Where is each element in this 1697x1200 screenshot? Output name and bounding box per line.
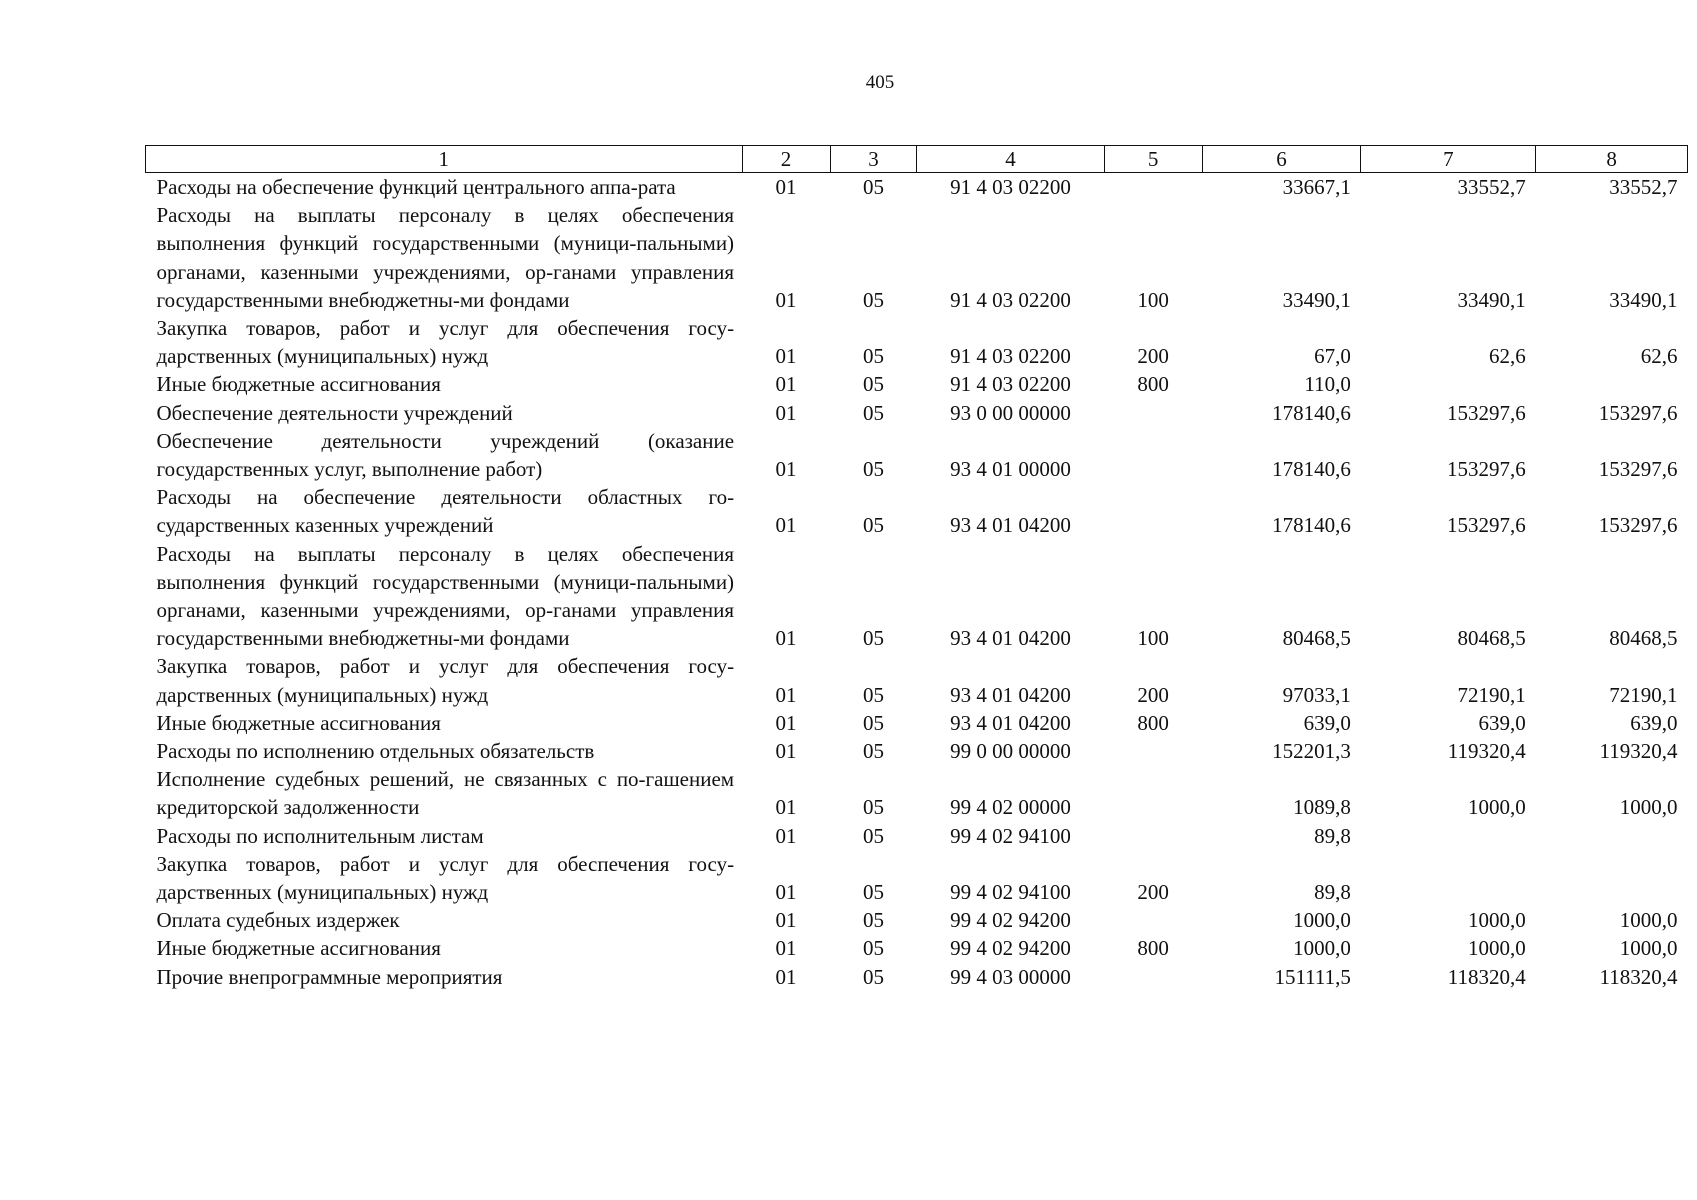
amount-col-7 [1361, 850, 1536, 906]
amount-col-6: 1089,8 [1293, 795, 1351, 820]
amount-col-7: 639,0 [1478, 710, 1526, 735]
target-article-code: 99 4 02 94100 [950, 823, 1071, 848]
amount-col-7: 119320,4 [1447, 739, 1526, 764]
table-row [146, 540, 1688, 653]
expense-type-code: 800 [1137, 936, 1169, 961]
column-header-1: 1 [146, 146, 743, 173]
amount-col-7 [1361, 370, 1536, 398]
amount-col-8: 72190,1 [1609, 682, 1678, 707]
subsection-code: 05 [863, 344, 884, 369]
target-article-code: 93 4 01 04200 [950, 513, 1071, 538]
target-article-code: 93 4 01 00000 [950, 457, 1071, 482]
table-row [146, 850, 1688, 906]
subsection-code: 05 [863, 936, 884, 961]
subsection-code: 05 [863, 626, 884, 651]
column-header-8: 8 [1536, 146, 1688, 173]
expense-name: Обеспечение деятельности учреждений [156, 400, 513, 425]
subsection-code: 05 [863, 287, 884, 312]
expense-type-code: 100 [1137, 287, 1169, 312]
amount-col-6: 97033,1 [1282, 682, 1351, 707]
section-code: 01 [775, 795, 797, 820]
amount-col-8: 80468,5 [1609, 626, 1678, 651]
table-row [146, 399, 1688, 427]
amount-col-8: 153297,6 [1598, 457, 1678, 482]
amount-col-8: 639,0 [1630, 710, 1678, 735]
section-code: 01 [775, 908, 797, 933]
expense-name: Расходы на обеспечение деятельности областных го-сударственных казенных учреждений [156, 485, 735, 538]
amount-col-7: 33490,1 [1457, 287, 1526, 312]
column-header-4: 4 [917, 146, 1104, 173]
amount-col-7: 62,6 [1489, 344, 1526, 369]
subsection-code: 05 [863, 908, 884, 933]
page-number: 405 [865, 72, 895, 93]
subsection-code: 05 [863, 175, 884, 199]
table-row [146, 963, 1688, 991]
amount-col-6: 178140,6 [1272, 400, 1351, 425]
expense-name: Расходы по исполнительным листам [156, 823, 484, 848]
expense-type-code: 100 [1137, 626, 1169, 651]
table-row [146, 906, 1688, 934]
section-code: 01 [775, 964, 797, 989]
target-article-code: 99 4 02 94200 [950, 908, 1071, 933]
expense-name: Обеспечение деятельности учреждений (оказание государственных услуг, выполнение работ) [156, 428, 735, 482]
amount-col-7: 153297,6 [1447, 513, 1526, 538]
target-article-code: 99 4 02 94200 [950, 936, 1071, 961]
subsection-code: 05 [863, 372, 884, 397]
target-article-code: 99 4 02 00000 [950, 795, 1071, 820]
table-row [146, 737, 1688, 765]
amount-col-8: 119320,4 [1599, 739, 1678, 764]
table-row [146, 201, 1688, 314]
table-row [146, 765, 1688, 821]
subsection-code: 05 [863, 400, 884, 425]
expense-type-code: 200 [1137, 880, 1169, 905]
amount-col-8: 1000,0 [1619, 908, 1678, 933]
table-row [146, 370, 1688, 398]
budget-table [145, 145, 1688, 991]
expense-name: Прочие внепрограммные мероприятия [156, 964, 503, 989]
subsection-code: 05 [863, 964, 884, 989]
expense-type-code: 800 [1137, 710, 1169, 735]
amount-col-6: 33490,1 [1282, 287, 1351, 312]
target-article-code: 91 4 03 02200 [950, 372, 1071, 397]
table-row [146, 427, 1688, 483]
section-code: 01 [775, 400, 797, 425]
section-code: 01 [775, 936, 797, 961]
subsection-code: 05 [863, 710, 884, 735]
section-code: 01 [775, 880, 797, 905]
expense-type-code [1104, 737, 1202, 765]
amount-col-7: 80468,5 [1457, 626, 1526, 651]
amount-col-7: 1000,0 [1468, 936, 1526, 961]
expense-type-code [1104, 399, 1202, 427]
amount-col-7 [1361, 822, 1536, 850]
expense-type-code [1104, 427, 1202, 483]
target-article-code: 91 4 03 02200 [950, 287, 1071, 312]
amount-col-6: 89,8 [1314, 880, 1351, 905]
table-row [146, 822, 1688, 850]
subsection-code: 05 [863, 823, 884, 848]
amount-col-7: 118320,4 [1447, 964, 1526, 989]
table-row [146, 483, 1688, 539]
target-article-code: 99 4 02 94100 [950, 880, 1071, 905]
expense-name: Расходы на выплаты персоналу в целях обеспечения выполнения функций государственными (муници-пальными) органами, казенными учреждениями, ор-ганами управления государственными внебюджетны-ми фондами [156, 541, 735, 651]
amount-col-7: 153297,6 [1447, 457, 1526, 482]
expense-name: Иные бюджетные ассигнования [156, 710, 441, 735]
expense-name: Закупка товаров, работ и услуг для обеспечения госу-дарственных (муниципальных) нужд [156, 851, 735, 905]
amount-col-8: 1000,0 [1619, 936, 1678, 961]
amount-col-8: 153297,6 [1598, 400, 1678, 425]
expense-name: Иные бюджетные ассигнования [156, 936, 441, 961]
table-row [146, 934, 1688, 962]
target-article-code: 93 4 01 04200 [950, 682, 1071, 707]
section-code: 01 [775, 710, 797, 735]
amount-col-7: 153297,6 [1447, 400, 1526, 425]
column-header-5: 5 [1104, 146, 1202, 173]
expense-name: Закупка товаров, работ и услуг для обеспечения госу-дарственных (муниципальных) нужд [156, 316, 735, 369]
expense-name: Закупка товаров, работ и услуг для обеспечения госу-дарственных (муниципальных) нужд [156, 654, 735, 707]
amount-col-8: 153297,6 [1598, 513, 1678, 538]
target-article-code: 99 4 03 00000 [950, 964, 1071, 989]
amount-col-7: 1000,0 [1468, 908, 1526, 933]
expense-name: Расходы по исполнению отдельных обязательств [156, 739, 595, 764]
target-article-code: 93 4 01 04200 [950, 626, 1071, 651]
amount-col-6: 639,0 [1303, 710, 1351, 735]
expense-name: Исполнение судебных решений, не связанных с по-гашением кредиторской задолженности [156, 767, 735, 820]
subsection-code: 05 [863, 795, 884, 820]
amount-col-6: 178140,6 [1272, 513, 1351, 538]
target-article-code: 93 0 00 00000 [950, 400, 1071, 425]
expense-type-code [1104, 173, 1202, 202]
expense-type-code: 200 [1137, 682, 1169, 707]
amount-col-6: 110,0 [1304, 372, 1351, 397]
section-code: 01 [775, 372, 797, 397]
amount-col-6: 67,0 [1314, 344, 1351, 369]
expense-name: Оплата судебных издержек [156, 908, 400, 933]
amount-col-6: 178140,6 [1272, 457, 1351, 482]
amount-col-6: 151111,5 [1274, 964, 1351, 989]
amount-col-8: 62,6 [1640, 344, 1678, 369]
section-code: 01 [775, 513, 797, 538]
subsection-code: 05 [863, 682, 884, 707]
expense-type-code [1104, 822, 1202, 850]
amount-col-8: 33552,7 [1609, 175, 1678, 199]
column-header-7: 7 [1361, 146, 1536, 173]
amount-col-7: 1000,0 [1468, 795, 1526, 820]
table-row [146, 652, 1688, 708]
expense-type-code [1104, 906, 1202, 934]
amount-col-8: 118320,4 [1599, 964, 1678, 989]
column-header-2: 2 [742, 146, 830, 173]
section-code: 01 [775, 626, 797, 651]
expense-name: Иные бюджетные ассигнования [156, 372, 441, 397]
table-row [146, 314, 1688, 370]
amount-col-6: 152201,3 [1272, 739, 1351, 764]
target-article-code: 93 4 01 04200 [950, 710, 1071, 735]
section-code: 01 [775, 457, 797, 482]
section-code: 01 [775, 682, 797, 707]
amount-col-8 [1536, 822, 1688, 850]
amount-col-8: 1000,0 [1619, 795, 1678, 820]
section-code: 01 [775, 823, 797, 848]
table-body [146, 173, 1688, 991]
section-code: 01 [775, 344, 797, 369]
column-header-6: 6 [1202, 146, 1361, 173]
section-code: 01 [775, 287, 797, 312]
subsection-code: 05 [863, 513, 884, 538]
expense-name: Расходы на выплаты персоналу в целях обеспечения выполнения функций государственными (муници-пальными) органами, казенными учреждениями, ор-ганами управления государственными внебюджетны-ми фондами [156, 203, 735, 312]
subsection-code: 05 [863, 739, 884, 764]
expense-type-code: 200 [1137, 344, 1169, 369]
table-row [146, 173, 1688, 202]
amount-col-6: 1000,0 [1293, 936, 1351, 961]
amount-col-6: 33667,1 [1282, 175, 1351, 199]
target-article-code: 91 4 03 02200 [950, 344, 1071, 369]
expense-type-code [1104, 963, 1202, 991]
amount-col-7: 33552,7 [1457, 175, 1526, 199]
column-header-3: 3 [830, 146, 917, 173]
target-article-code: 91 4 03 02200 [950, 175, 1071, 199]
header-row [146, 146, 1688, 173]
expense-type-code [1104, 765, 1202, 821]
amount-col-8: 33490,1 [1609, 287, 1678, 312]
amount-col-6: 1000,0 [1293, 908, 1351, 933]
amount-col-6: 89,8 [1314, 823, 1351, 848]
amount-col-8 [1536, 850, 1688, 906]
amount-col-8 [1536, 370, 1688, 398]
amount-col-6: 80468,5 [1282, 626, 1351, 651]
subsection-code: 05 [863, 880, 884, 905]
amount-col-7: 72190,1 [1457, 682, 1526, 707]
subsection-code: 05 [863, 457, 884, 482]
table-header [146, 146, 1688, 173]
section-code: 01 [775, 739, 797, 764]
expense-name: Расходы на обеспечение функций центрального аппа-рата [156, 175, 676, 199]
target-article-code: 99 0 00 00000 [950, 739, 1071, 764]
expense-type-code: 800 [1137, 372, 1169, 397]
table-row [146, 709, 1688, 737]
expense-type-code [1104, 483, 1202, 539]
section-code: 01 [775, 175, 797, 199]
